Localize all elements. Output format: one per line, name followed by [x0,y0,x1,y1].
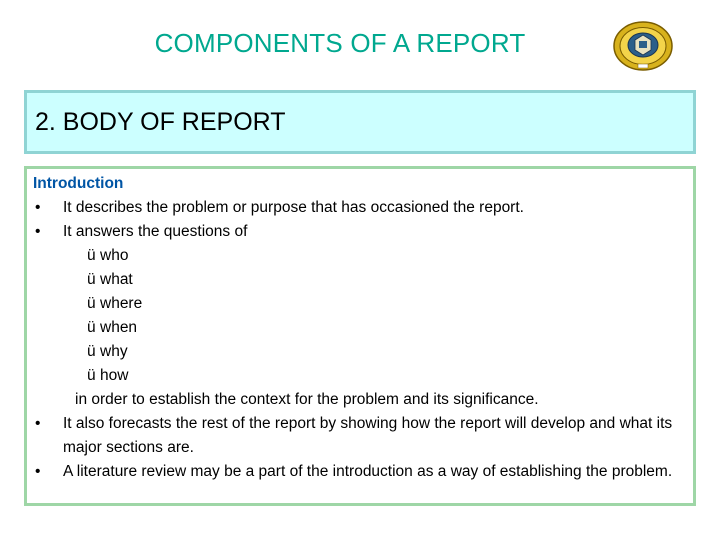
bullet-text: A literature review may be a part of the introduction as a way of establishing the problem. [63,463,673,480]
check-item [33,292,687,316]
check-text: why [100,343,128,360]
check-item [33,364,687,388]
subtitle-box [24,90,696,154]
check-item [33,340,687,364]
bullet-item [33,412,687,460]
check-item [33,244,687,268]
checkmark-icon: ü [87,343,96,360]
bullet-text: It also forecasts the rest of the report by showing how the report will develop and what its major sections are. [63,415,673,456]
slide-title: COMPONENTS OF A REPORT [154,28,526,58]
bullet-marker: • [35,223,41,240]
check-item [33,316,687,340]
checkmark-icon: ü [87,319,96,336]
bullet-text: It answers the questions of [63,223,248,240]
check-text: where [100,295,143,312]
bullet-marker: • [35,199,41,216]
bullet-item [33,220,687,244]
check-item [33,268,687,292]
check-text: when [100,319,138,336]
section-heading: Introduction [33,175,124,192]
check-text: how [100,367,129,384]
checkmark-icon: ü [87,271,96,288]
subtitle-text: 2. BODY OF REPORT [35,107,286,136]
checkmark-icon: ü [87,247,96,264]
bullet-marker: • [35,463,41,480]
bullet-text: It describes the problem or purpose that has occasioned the report. [63,199,524,216]
check-text: who [100,247,129,264]
content-box [24,166,696,506]
check-text: what [100,271,133,288]
university-seal-icon [612,20,674,72]
continuation-text: in order to establish the context for the problem and its significance. [75,391,539,408]
bullet-item [33,196,687,220]
checkmark-icon: ü [87,295,96,312]
bullet-marker: • [35,415,41,432]
checkmark-icon: ü [87,367,96,384]
bullet-item [33,460,687,484]
